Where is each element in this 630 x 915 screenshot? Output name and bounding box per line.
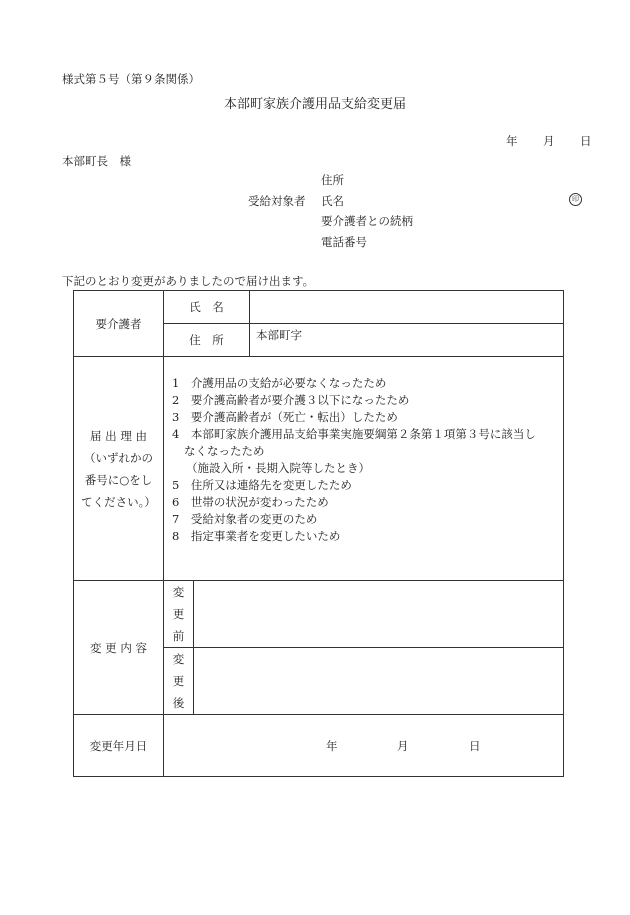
recipient-phone-label: 電話番号 <box>321 235 367 249</box>
after-label <box>164 648 194 715</box>
document-title: 本部町家族介護用品支給変更届 <box>223 97 406 112</box>
care-recipient-name-label: 氏 名 <box>164 291 250 324</box>
recipient-name-label: 氏名 <box>321 194 344 208</box>
change-year-label: 年 <box>326 739 338 753</box>
reason-label-line1: 届 出 理 由 <box>90 428 147 443</box>
reason-item-1[interactable]: 1 介護用品の支給が必要なくなったため <box>172 376 387 390</box>
submission-year-label: 年 <box>506 134 518 148</box>
before-char-2: 更 <box>172 607 185 621</box>
care-recipient-address-label: 住 所 <box>164 324 250 357</box>
recipient-address-label: 住所 <box>321 173 344 187</box>
seal-mark-icon: 印 <box>569 193 582 206</box>
reason-item-4-note: （施設入所・長期入院等したとき） <box>186 461 370 475</box>
care-recipient-name-field[interactable] <box>250 291 564 324</box>
change-day-label: 日 <box>469 739 481 753</box>
after-char-1: 変 <box>172 652 185 666</box>
reason-item-8[interactable]: 8 指定事業者を変更したいため <box>172 529 341 543</box>
before-content-field[interactable] <box>194 581 564 648</box>
recipient-relationship-label: 要介護者との続柄 <box>321 214 413 228</box>
before-char-1: 変 <box>172 585 185 599</box>
before-char-3: 前 <box>172 629 185 643</box>
change-date-label: 変更年月日 <box>74 715 164 777</box>
reason-item-2[interactable]: 2 要介護高齢者が要介護３以下になったため <box>172 393 410 407</box>
after-char-2: 更 <box>172 674 185 688</box>
after-content-field[interactable] <box>194 648 564 715</box>
change-date-field[interactable] <box>164 715 564 777</box>
reason-label-line3: 番号に○をし <box>84 472 153 487</box>
change-content-label: 変 更 内 容 <box>74 581 164 715</box>
reason-label <box>74 357 164 581</box>
care-recipient-address-field[interactable] <box>250 324 564 357</box>
address-prefix: 本部町字 <box>256 328 302 342</box>
reason-item-7[interactable]: 7 受給対象者の変更のため <box>172 512 318 526</box>
reason-label-line2: （いずれかの <box>84 450 153 465</box>
reason-item-4-continued: なくなったため <box>184 444 265 458</box>
submission-month-label: 月 <box>543 134 555 148</box>
care-recipient-label: 要介護者 <box>74 291 164 357</box>
reason-item-4[interactable]: 4 本部町家族介護用品支給事業実施要綱第２条第１項第３号に該当し <box>172 427 536 441</box>
after-char-3: 後 <box>172 696 185 710</box>
form-number: 様式第５号（第９条関係） <box>62 72 200 86</box>
submission-day-label: 日 <box>580 134 592 148</box>
reason-item-6[interactable]: 6 世帯の状況が変わったため <box>172 495 329 509</box>
reason-label-line4: てください。） <box>81 494 156 509</box>
change-month-label: 月 <box>397 739 409 753</box>
reason-item-5[interactable]: 5 住所又は連絡先を変更したため <box>172 478 352 492</box>
addressee: 本部町長 様 <box>62 154 131 168</box>
intro-statement: 下記のとおり変更がありましたので届け出ます。 <box>62 274 315 288</box>
reason-options[interactable] <box>164 357 564 581</box>
before-label <box>164 581 194 648</box>
change-form-table <box>73 290 564 777</box>
recipient-label: 受給対象者 <box>248 194 306 208</box>
reason-item-3[interactable]: 3 要介護高齢者が（死亡・転出）したため <box>172 410 398 424</box>
